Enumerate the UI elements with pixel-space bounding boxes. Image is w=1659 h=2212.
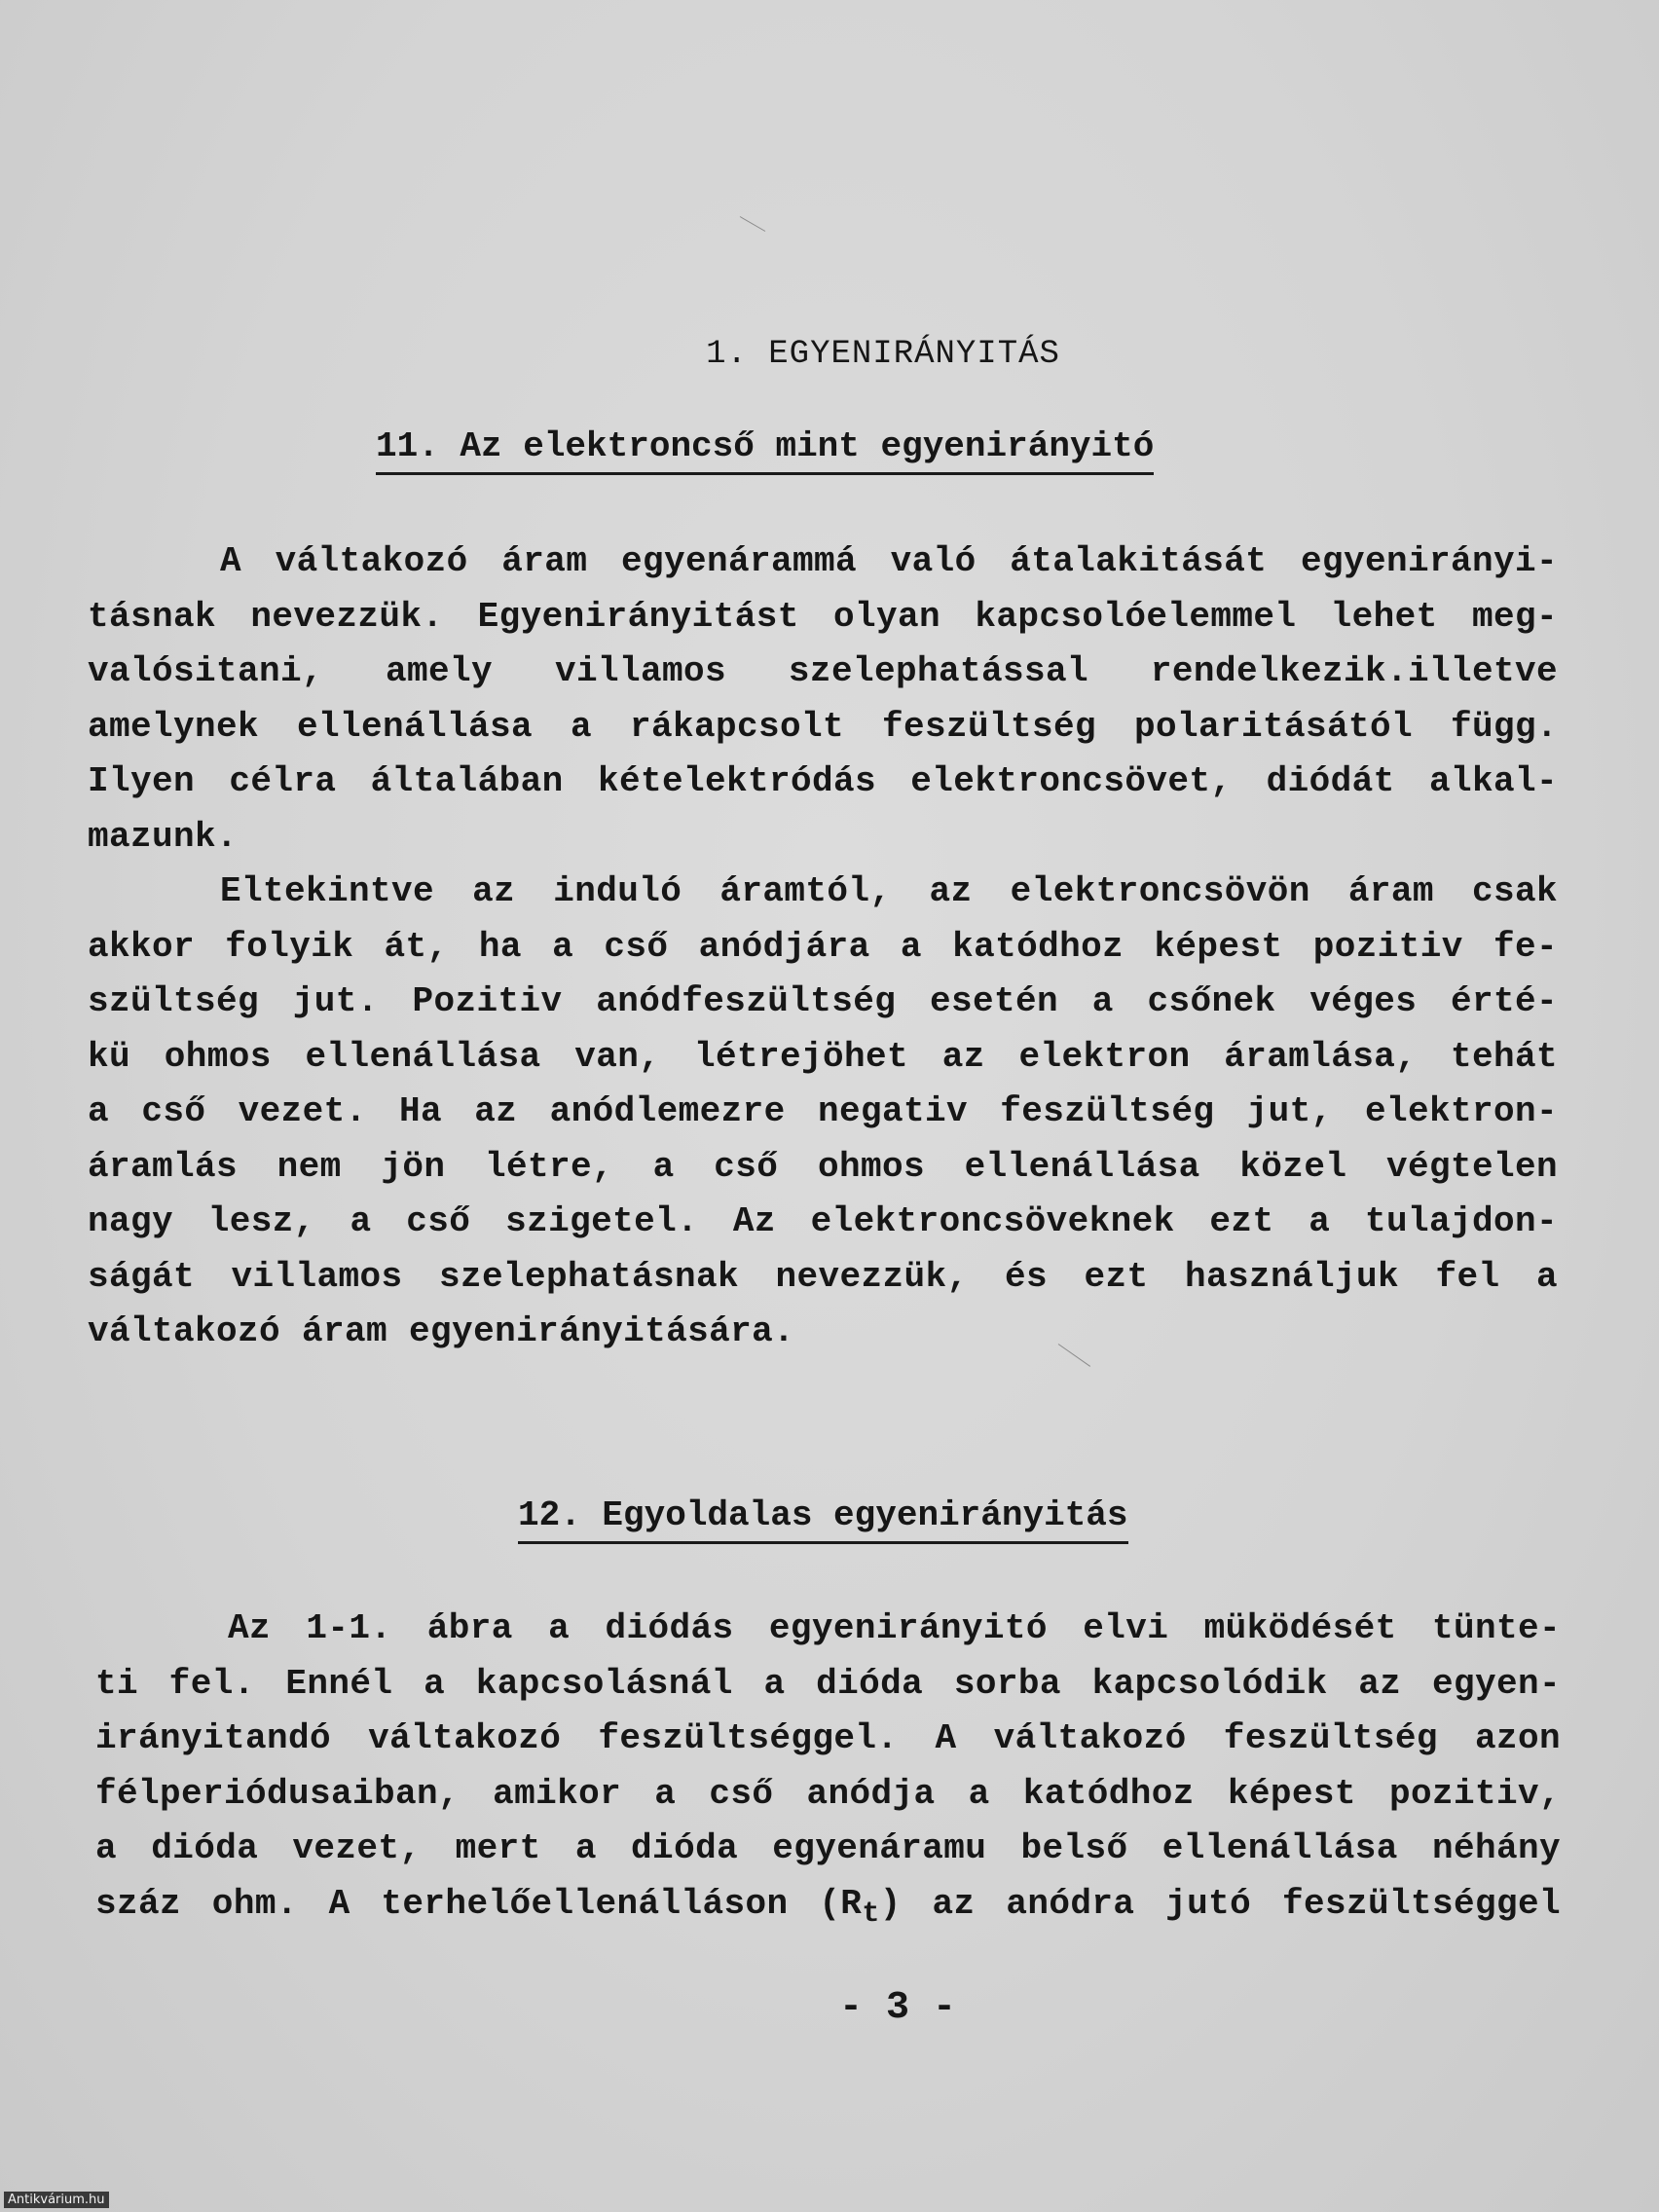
paragraph-line: a dióda vezet, mert a dióda egyenáramu belső ellenállása néhány [95, 1828, 1561, 1868]
subscript-t: t [862, 1897, 880, 1931]
paper-scratch-mark [740, 216, 765, 232]
paragraph-line: nagy lesz, a cső szigetel. Az elektroncsöveknek ezt a tulajdon- [88, 1201, 1558, 1241]
paragraph-line: Ilyen célra általában kételektródás elektroncsövet, diódát alkal- [88, 761, 1558, 801]
paragraph-line-with-subscript [95, 1877, 1561, 1942]
paragraph-line: váltakozó áram egyenirányitására. [88, 1311, 795, 1351]
paragraph-line: akkor folyik át, ha a cső anódjára a katódhoz képest pozitiv fe- [88, 926, 1558, 967]
paragraph-line: a cső vezet. Ha az anódlemezre negativ feszültség jut, elektron- [88, 1091, 1558, 1131]
paragraph-line: Eltekintve az induló áramtól, az elektroncsövön áram csak [220, 871, 1558, 911]
paragraph-line: Az 1-1. ábra a diódás egyenirányitó elvi müködését tünte- [228, 1608, 1561, 1648]
paragraph-line: szültség jut. Pozitiv anódfeszültség esetén a csőnek véges érté- [88, 981, 1558, 1021]
paragraph-line: kü ohmos ellenállása van, létrejöhet az elektron áramlása, tehát [88, 1036, 1558, 1077]
paragraph-1 [88, 535, 1558, 865]
chapter-heading: 1. EGYENIRÁNYITÁS [706, 336, 1060, 373]
paragraph-line: félperiódusaiban, amikor a cső anódja a katódhoz képest pozitiv, [95, 1773, 1561, 1814]
paragraph-line: áramlás nem jön létre, a cső ohmos ellenállása közel végtelen [88, 1146, 1558, 1187]
line-text-after: ) az anódra jutó feszültséggel [879, 1883, 1562, 1924]
paragraph-line: ti fel. Ennél a kapcsolásnál a dióda sorba kapcsolódik az egyen- [95, 1663, 1561, 1704]
page-number: - 3 - [838, 1986, 957, 2030]
paragraph-line: amelynek ellenállása a rákapcsolt feszültség polaritásától függ. [88, 706, 1558, 747]
watermark: Antikvárium.hu [4, 2192, 109, 2208]
paragraph-2 [88, 865, 1558, 1360]
section-1-heading: 11. Az elektroncső mint egyenirányitó [376, 426, 1154, 475]
section-2-heading: 12. Egyoldalas egyenirányitás [518, 1495, 1128, 1544]
paragraph-line: valósitani, amely villamos szelephatással rendelkezik.illetve [88, 651, 1558, 691]
paragraph-line: irányitandó váltakozó feszültséggel. A váltakozó feszültség azon [95, 1718, 1561, 1758]
paragraph-line: A váltakozó áram egyenárammá való átalakitását egyenirányi- [220, 541, 1558, 581]
line-text-before: száz ohm. A terhelőellenálláson (R [95, 1883, 863, 1924]
paragraph-line: tásnak nevezzük. Egyenirányitást olyan kapcsolóelemmel lehet meg- [88, 596, 1558, 637]
paragraph-3 [95, 1602, 1561, 1941]
paragraph-line: mazunk. [88, 816, 239, 857]
paragraph-line: ságát villamos szelephatásnak nevezzük, és ezt használjuk fel a [88, 1256, 1558, 1297]
